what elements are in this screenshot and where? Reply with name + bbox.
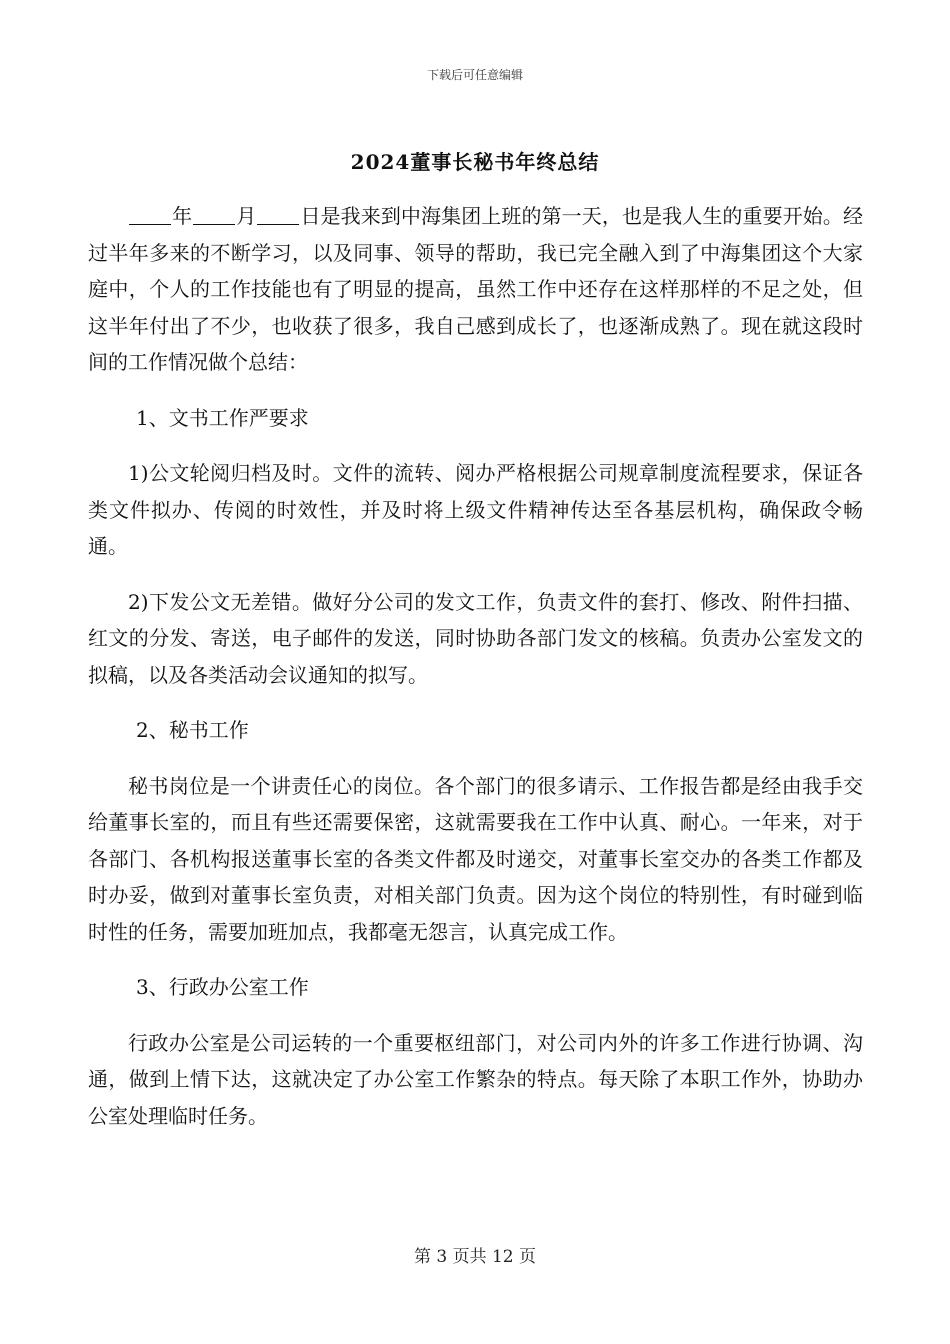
blank-underline xyxy=(257,204,299,225)
intro-text: 日是我来到中海集团上班的第一天，也是我人生的重要开始。经过半年多来的不断学习，以及同事、领导的帮助，我已完全融入到了中海集团这个大家庭中，个人的工作技能也有了明显的提高，虽然工作中还存在这样那样的不足之处，但这半年付出了不少，也收获了很多，我自己感到成长了，也逐渐成熟了。现在就这段时间的工作情况做个总结： xyxy=(88,204,863,374)
blank-underline xyxy=(129,204,171,225)
section-2-paragraph-1: 秘书岗位是一个讲责任心的岗位。各个部门的很多请示、工作报告都是经由我手交给董事长室的，而且有些还需要保密，这就需要我在工作中认真、耐心。一年来，对于各部门、各机构报送董事长室的各类文件都及时递交，对董事长室交办的各类工作都及时办妥，做到对董事长室负责，对相关部门负责。因为这个岗位的特别性，有时碰到临时性的任务，需要加班加点，我都毫无怨言，认真完成工作。 xyxy=(88,773,863,944)
intro-year: 年 xyxy=(172,204,193,228)
section-1-heading: 1、文书工作严要求 xyxy=(136,405,309,430)
section-1-paragraph-1: 1)公文轮阅归档及时。文件的流转、阅办严格根据公司规章制度流程要求，保证各类文件拟办、传阅的时效性，并及时将上级文件精神传达至各基层机构，确保政令畅通。 xyxy=(88,461,863,558)
document-title: 2024董事长秘书年终总结 xyxy=(350,150,600,174)
section-3-paragraph-1: 行政办公室是公司运转的一个重要枢纽部门，对公司内外的许多工作进行协调、沟通，做到上情下达，这就决定了办公室工作繁杂的特点。每天除了本职工作外，协助办公室处理临时任务。 xyxy=(88,1030,863,1128)
document-body xyxy=(88,198,863,1153)
intro-month: 月 xyxy=(236,204,257,228)
header-note: 下载后可任意编辑 xyxy=(426,68,523,82)
section-1-paragraph-2: 2)下发公文无差错。做好分公司的发文工作，负责文件的套打、修改、附件扫描、红文的分发、寄送，电子邮件的发送，同时协助各部门发文的核稿。负责办公室发文的拟稿，以及各类活动会议通知的拟写。 xyxy=(88,589,863,687)
intro-paragraph xyxy=(88,198,863,381)
blank-underline xyxy=(193,204,235,225)
section-2-heading: 2、秘书工作 xyxy=(136,718,249,742)
page-number: 第 3 页共 12 页 xyxy=(413,1247,537,1267)
section-3-heading: 3、行政办公室工作 xyxy=(136,975,309,999)
